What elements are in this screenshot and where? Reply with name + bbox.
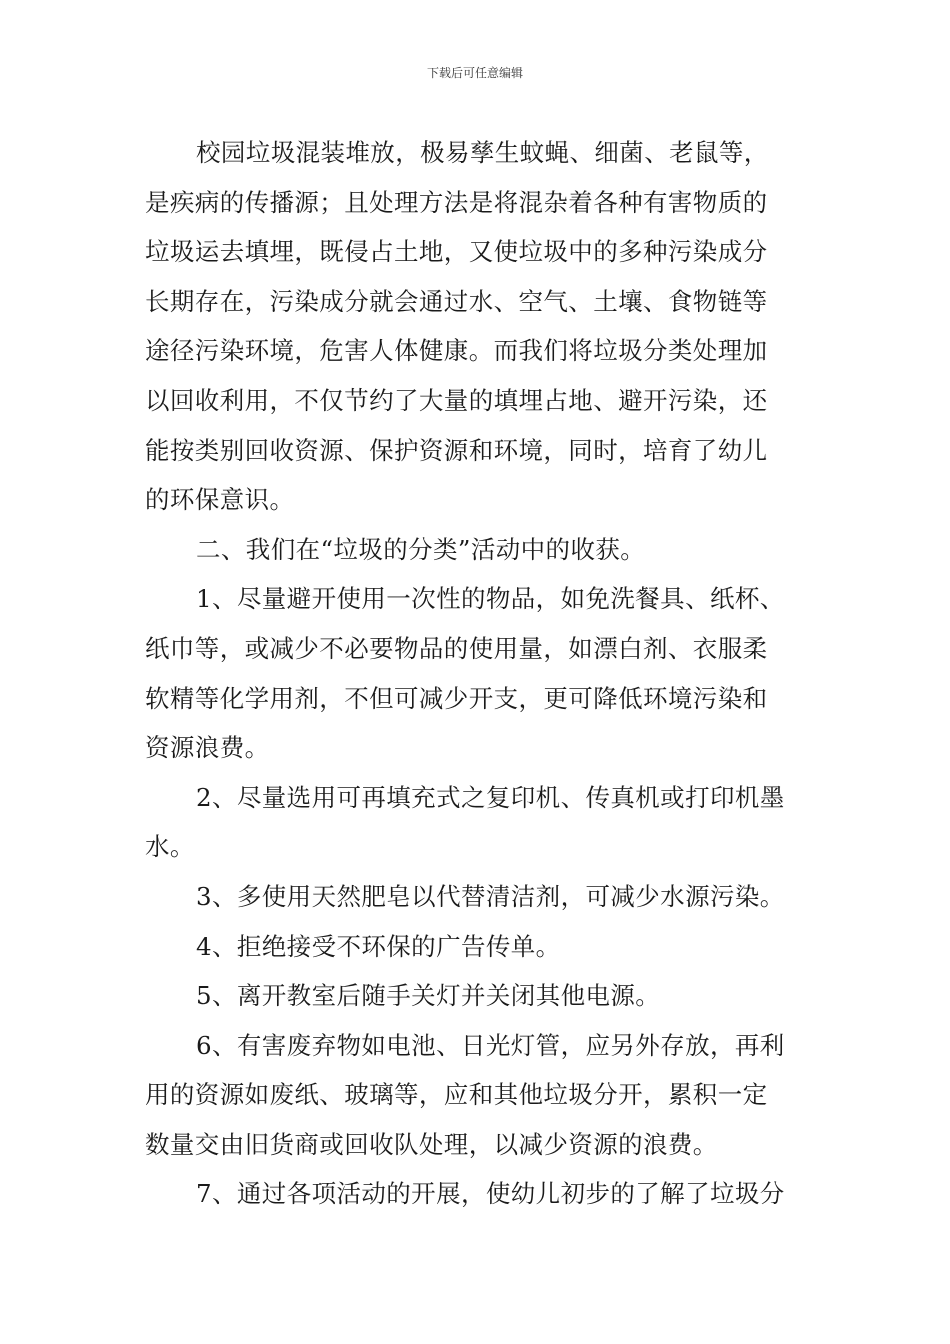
text-line: 4、拒绝接受不环保的广告传单。 [196, 931, 561, 961]
document-body [145, 128, 809, 1219]
text-line: 以回收利用，不仅节约了大量的填埋占地、避开污染，还 [145, 385, 768, 415]
text-line: 是疾病的传播源；且处理方法是将混杂着各种有害物质的 [145, 187, 768, 217]
text-line: 7、通过各项活动的开展，使幼儿初步的了解了垃圾分 [196, 1179, 785, 1209]
text-line: 二、我们在“垃圾的分类”活动中的收获。 [196, 534, 646, 564]
text-line: 途径污染环境，危害人体健康。而我们将垃圾分类处理加 [145, 336, 768, 366]
text-line: 资源浪费。 [145, 733, 270, 763]
text-line: 水。 [145, 832, 195, 862]
text-line: 能按类别回收资源、保护资源和环境，同时，培育了幼儿 [145, 435, 768, 465]
text-line: 6、有害废弃物如电池、日光灯管，应另外存放，再利 [196, 1030, 785, 1060]
page-header-note: 下载后可任意编辑 [426, 66, 523, 80]
text-line: 1、尽量避开使用一次性的物品，如免洗餐具、纸杯、 [196, 584, 785, 614]
text-line: 5、离开教室后随手关灯并关闭其他电源。 [196, 981, 661, 1011]
text-line: 2、尽量选用可再填充式之复印机、传真机或打印机墨 [196, 782, 785, 812]
text-line: 校园垃圾混装堆放，极易孳生蚊蝇、细菌、老鼠等， [196, 138, 769, 167]
text-line: 3、多使用天然肥皂以代替清洁剂，可减少水源污染。 [196, 881, 785, 911]
text-line: 垃圾运去填埋，既侵占土地，又使垃圾中的多种污染成分 [145, 237, 768, 267]
text-line: 的环保意识。 [145, 485, 295, 515]
text-line: 数量交由旧货商或回收队处理，以减少资源的浪费。 [145, 1129, 718, 1159]
text-line: 长期存在，污染成分就会通过水、空气、土壤、食物链等 [145, 286, 768, 316]
text-line: 纸巾等，或减少不必要物品的使用量，如漂白剂、衣服柔 [145, 633, 768, 663]
text-line: 用的资源如废纸、玻璃等，应和其他垃圾分开，累积一定 [145, 1080, 768, 1110]
text-line: 软精等化学用剂，不但可减少开支，更可降低环境污染和 [145, 683, 768, 713]
